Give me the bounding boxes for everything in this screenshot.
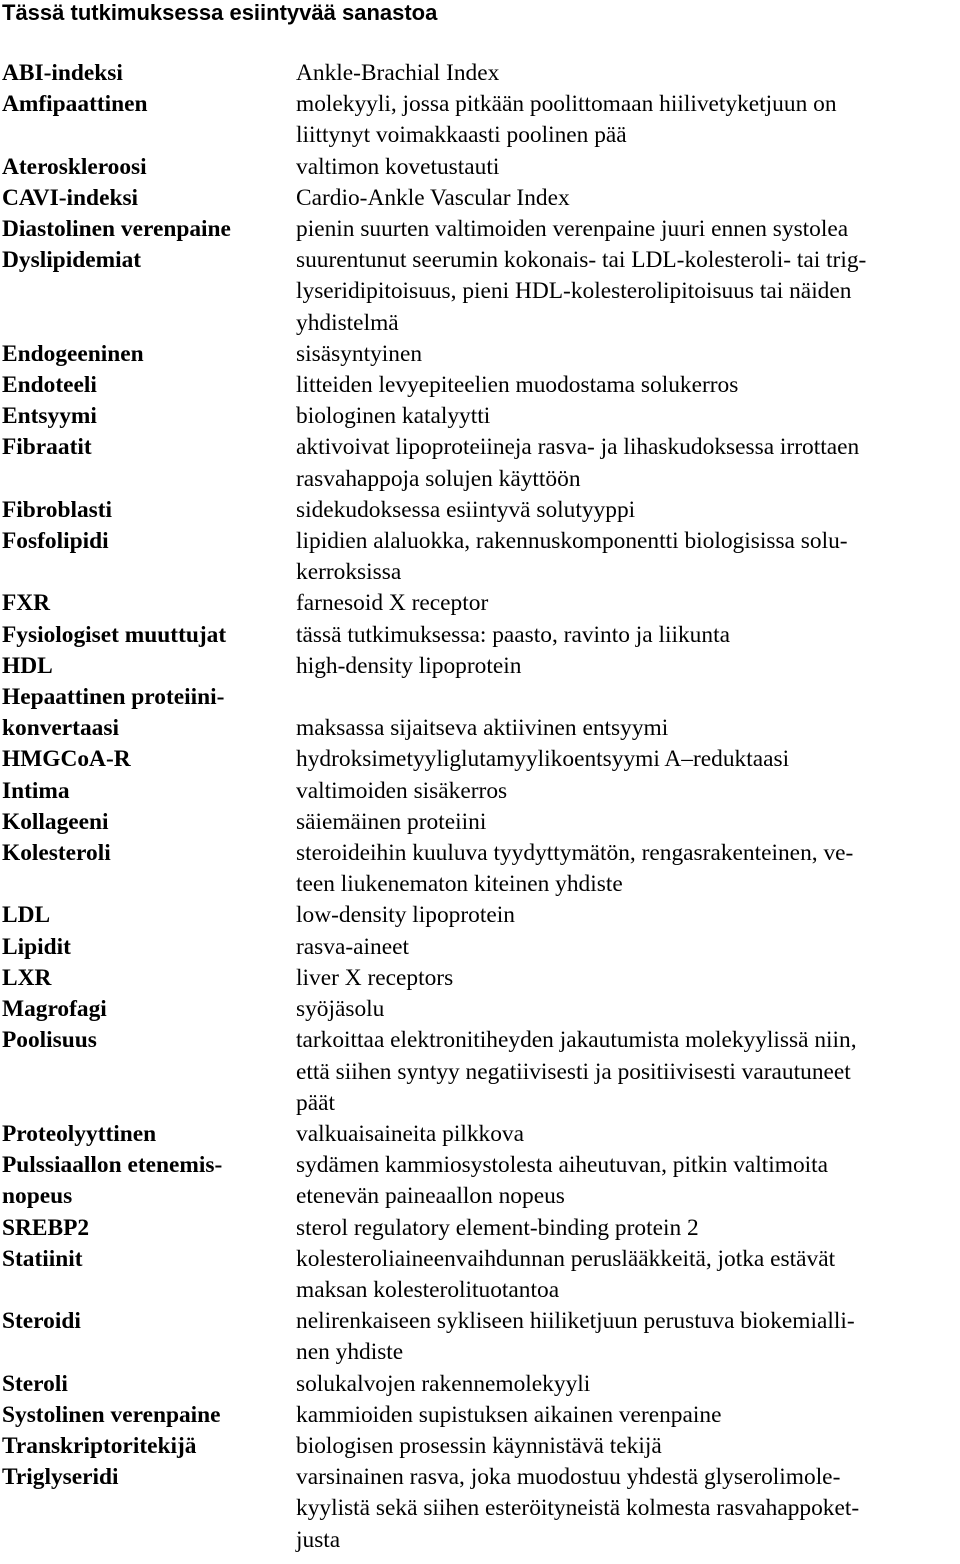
glossary-entry: [0, 994, 960, 1025]
term-line: ABI-indeksi: [2, 60, 123, 86]
glossary-term: [2, 152, 292, 183]
glossary-definition: [296, 588, 948, 619]
glossary-term: [2, 1369, 292, 1400]
glossary-entry: [0, 1025, 960, 1119]
definition-line: maksassa sijaitseva aktiivinen entsyymi: [296, 715, 669, 742]
glossary-term: [2, 1213, 292, 1244]
term-line: HMGCoA-R: [2, 746, 131, 773]
term-line: Kollageeni: [2, 808, 109, 835]
term-line: Systolinen verenpaine: [2, 1401, 221, 1428]
glossary-entry: [0, 838, 960, 900]
definition-line: biologisen prosessin käynnistävä tekijä: [296, 1432, 662, 1459]
glossary-definition: [296, 963, 948, 994]
term-line: Amfipaattinen: [2, 91, 148, 118]
term-line: konvertaasi: [2, 715, 119, 742]
glossary-definition: [296, 495, 948, 526]
glossary-term: [2, 1119, 292, 1150]
glossary-term: [2, 245, 292, 276]
definition-line: justa: [296, 1526, 341, 1553]
glossary-entry: [0, 1150, 960, 1212]
glossary-definition: [296, 214, 948, 245]
definition-line: high-density lipoprotein: [296, 652, 522, 679]
definition-line: päät: [296, 1089, 335, 1116]
glossary-term: [2, 370, 292, 401]
definition-line: liittynyt voimakkaasti poolinen pää: [296, 122, 627, 149]
term-line: Magrofagi: [2, 996, 107, 1023]
glossary-entry: [0, 963, 960, 994]
glossary-entry: [0, 900, 960, 931]
definition-line: sydämen kammiosystolesta aiheutuvan, pitkin valtimoita: [296, 1152, 829, 1179]
glossary-term: [2, 932, 292, 963]
glossary-term: [2, 1400, 292, 1431]
glossary-definition: [296, 682, 948, 744]
term-line: Poolisuus: [2, 1027, 97, 1054]
term-line: Fibraatit: [2, 434, 92, 461]
glossary-entry: [0, 214, 960, 245]
glossary-definition: [296, 370, 948, 401]
glossary-definition: [296, 807, 948, 838]
definition-line: Ankle-Brachial Index: [296, 60, 500, 86]
definition-line: pienin suurten valtimoiden verenpaine juuri ennen systolea: [296, 216, 849, 243]
term-line: Steroidi: [2, 1308, 81, 1335]
glossary-definition: [296, 245, 948, 339]
glossary-term: [2, 495, 292, 526]
term-line: SREBP2: [2, 1214, 90, 1241]
glossary-term: [2, 339, 292, 370]
glossary-entry: [0, 401, 960, 432]
glossary-entry: [0, 682, 960, 744]
glossary-definition: [296, 1431, 948, 1462]
term-line: Endogeeninen: [2, 340, 144, 367]
definition-line: aktivoivat lipoproteiineja rasva- ja lihaskudoksessa irrottaen: [296, 434, 860, 461]
definition-line: teen liukenematon kiteinen yhdiste: [296, 871, 623, 898]
glossary-entry: [0, 1369, 960, 1400]
glossary-term: [2, 620, 292, 651]
term-line: Fysiologiset muuttujat: [2, 621, 227, 648]
glossary-term: [2, 1150, 292, 1212]
glossary-entry: [0, 620, 960, 651]
term-line: Fosfolipidi: [2, 528, 109, 555]
term-line: LXR: [2, 964, 52, 991]
definition-line: maksan kolesterolituotantoa: [296, 1276, 560, 1303]
definition-line: varsinainen rasva, joka muodostuu yhdestä glyserolimole-: [296, 1464, 841, 1491]
glossary-definition: [296, 744, 948, 775]
glossary-entry: [0, 1244, 960, 1306]
glossary-definition: [296, 1119, 948, 1150]
glossary-term: [2, 776, 292, 807]
glossary-entry: [0, 1119, 960, 1150]
definition-line: hydroksimetyyliglutamyylikoentsyymi A–reduktaasi: [296, 746, 790, 773]
term-line: Statiinit: [2, 1245, 83, 1272]
glossary-definition: [296, 1400, 948, 1431]
glossary-definition: [296, 339, 948, 370]
definition-line: syöjäsolu: [296, 996, 385, 1023]
definition-line: sterol regulatory element-binding protein 2: [296, 1214, 699, 1241]
definition-line: rasvahappoja solujen käyttöön: [296, 465, 581, 492]
definition-line: kerroksissa: [296, 559, 402, 586]
definition-line: kammioiden supistuksen aikainen verenpaine: [296, 1401, 722, 1428]
glossary-definition: [296, 932, 948, 963]
glossary-definition: [296, 152, 948, 183]
glossary-entry: [0, 183, 960, 214]
glossary-term: [2, 900, 292, 931]
definition-line: tässä tutkimuksessa: paasto, ravinto ja liikunta: [296, 621, 730, 648]
glossary-definition: [296, 1306, 948, 1368]
glossary-definition: [296, 401, 948, 432]
term-line: FXR: [2, 590, 51, 617]
glossary-entry: [0, 89, 960, 151]
glossary-term: [2, 651, 292, 682]
glossary-definition: [296, 526, 948, 588]
definition-line: molekyyli, jossa pitkään poolittomaan hiilivetyketjuun on: [296, 91, 837, 118]
glossary-entry: [0, 744, 960, 775]
glossary-entry: [0, 432, 960, 494]
term-line: Entsyymi: [2, 403, 97, 430]
definition-line: tarkoittaa elektronitiheyden jakautumista molekyylissä niin,: [296, 1027, 857, 1054]
glossary-definition: [296, 1150, 948, 1212]
glossary-entry: [0, 526, 960, 588]
glossary-term: [2, 1244, 292, 1275]
definition-line: steroideihin kuuluva tyydyttymätön, rengasrakenteinen, ve-: [296, 840, 854, 867]
glossary-entry: [0, 932, 960, 963]
term-line: Fibroblasti: [2, 496, 113, 523]
glossary-term: [2, 994, 292, 1025]
definition-line: [296, 682, 948, 713]
term-line: nopeus: [2, 1183, 73, 1210]
definition-line: nen yhdiste: [296, 1339, 404, 1366]
glossary-term: [2, 526, 292, 557]
definition-line: sisäsyntyinen: [296, 340, 423, 367]
term-line: Proteolyyttinen: [2, 1120, 157, 1147]
term-line: Pulssiaallon etenemis-: [2, 1152, 223, 1179]
glossary-definition: [296, 620, 948, 651]
glossary-definition: [296, 183, 948, 214]
definition-line: sidekudoksessa esiintyvä solutyyppi: [296, 496, 636, 523]
term-line: LDL: [2, 902, 51, 929]
definition-line: etenevän paineaallon nopeus: [296, 1183, 565, 1210]
glossary-entry: [0, 776, 960, 807]
glossary-list: [0, 58, 960, 1556]
definition-line: farnesoid X receptor: [296, 590, 489, 617]
glossary-definition: [296, 1369, 948, 1400]
glossary-entry: [0, 1462, 960, 1556]
glossary-term: [2, 1431, 292, 1462]
glossary-entry: [0, 495, 960, 526]
page-title: Tässä tutkimuksessa esiintyvää sanastoa: [2, 0, 438, 25]
glossary-entry: [0, 152, 960, 183]
definition-line: valkuaisaineita pilkkova: [296, 1120, 524, 1147]
glossary-term: [2, 838, 292, 869]
definition-line: kyylistä sekä siihen esteröityneistä kolmesta rasvahappoket-: [296, 1495, 860, 1522]
glossary-entry: [0, 807, 960, 838]
glossary-term: [2, 401, 292, 432]
glossary-entry: [0, 370, 960, 401]
definition-line: solukalvojen rakennemolekyyli: [296, 1370, 591, 1397]
glossary-term: [2, 432, 292, 463]
glossary-definition: [296, 900, 948, 931]
term-line: Dyslipidemiat: [2, 247, 142, 274]
glossary-definition: [296, 58, 948, 89]
term-line: Hepaattinen proteiini-: [2, 684, 225, 711]
glossary-definition: [296, 838, 948, 900]
glossary-term: [2, 214, 292, 245]
definition-line: yhdistelmä: [296, 309, 399, 336]
glossary-entry: [0, 339, 960, 370]
glossary-term: [2, 89, 292, 120]
glossary-definition: [296, 1462, 948, 1556]
glossary-definition: [296, 1213, 948, 1244]
term-line: Kolesteroli: [2, 840, 111, 867]
term-line: Intima: [2, 777, 70, 804]
term-line: Ateroskleroosi: [2, 153, 147, 180]
glossary-definition: [296, 776, 948, 807]
glossary-term: [2, 1306, 292, 1337]
glossary-entry: [0, 651, 960, 682]
term-line: Triglyseridi: [2, 1464, 119, 1491]
glossary-term: [2, 1462, 292, 1493]
definition-line: kolesteroliaineenvaihdunnan peruslääkkeitä, jotka estävät: [296, 1245, 836, 1272]
term-line: Lipidit: [2, 933, 71, 960]
glossary-entry: [0, 58, 960, 89]
definition-line: valtimoiden sisäkerros: [296, 777, 508, 804]
glossary-definition: [296, 651, 948, 682]
definition-line: valtimon kovetustauti: [296, 153, 500, 180]
definition-line: low-density lipoprotein: [296, 902, 515, 929]
definition-line: lyseridipitoisuus, pieni HDL-kolesterolipitoisuus tai näiden: [296, 278, 852, 305]
definition-line: litteiden levyepiteelien muodostama solukerros: [296, 372, 739, 399]
glossary-term: [2, 588, 292, 619]
glossary-term: [2, 807, 292, 838]
glossary-term: [2, 682, 292, 744]
term-line: Diastolinen verenpaine: [2, 216, 231, 243]
glossary-entry: [0, 588, 960, 619]
term-line: Transkriptoritekijä: [2, 1432, 197, 1459]
glossary-definition: [296, 1025, 948, 1119]
definition-line: liver X receptors: [296, 964, 454, 991]
glossary-term: [2, 58, 292, 89]
glossary-definition: [296, 89, 948, 151]
glossary-term: [2, 1025, 292, 1056]
glossary-entry: [0, 1213, 960, 1244]
definition-line: Cardio-Ankle Vascular Index: [296, 184, 570, 211]
glossary-term: [2, 744, 292, 775]
glossary-definition: [296, 994, 948, 1025]
glossary-definition: [296, 1244, 948, 1306]
definition-line: säiemäinen proteiini: [296, 808, 487, 835]
definition-line: lipidien alaluokka, rakennuskomponentti biologisissa solu-: [296, 528, 848, 555]
glossary-term: [2, 183, 292, 214]
term-line: Endoteeli: [2, 372, 97, 399]
term-line: Steroli: [2, 1370, 68, 1397]
definition-line: että siihen syntyy negatiivisesti ja positiivisesti varautuneet: [296, 1058, 851, 1085]
term-line: CAVI-indeksi: [2, 184, 139, 211]
definition-line: nelirenkaiseen sykliseen hiiliketjuun perustuva biokemialli-: [296, 1308, 855, 1335]
term-line: HDL: [2, 652, 53, 679]
glossary-term: [2, 963, 292, 994]
glossary-entry: [0, 1306, 960, 1368]
glossary-definition: [296, 432, 948, 494]
glossary-entry: [0, 1431, 960, 1462]
definition-line: biologinen katalyytti: [296, 403, 491, 430]
definition-line: rasva-aineet: [296, 933, 409, 960]
glossary-entry: [0, 1400, 960, 1431]
definition-line: suurentunut seerumin kokonais- tai LDL-kolesteroli- tai trig-: [296, 247, 867, 274]
glossary-entry: [0, 245, 960, 339]
